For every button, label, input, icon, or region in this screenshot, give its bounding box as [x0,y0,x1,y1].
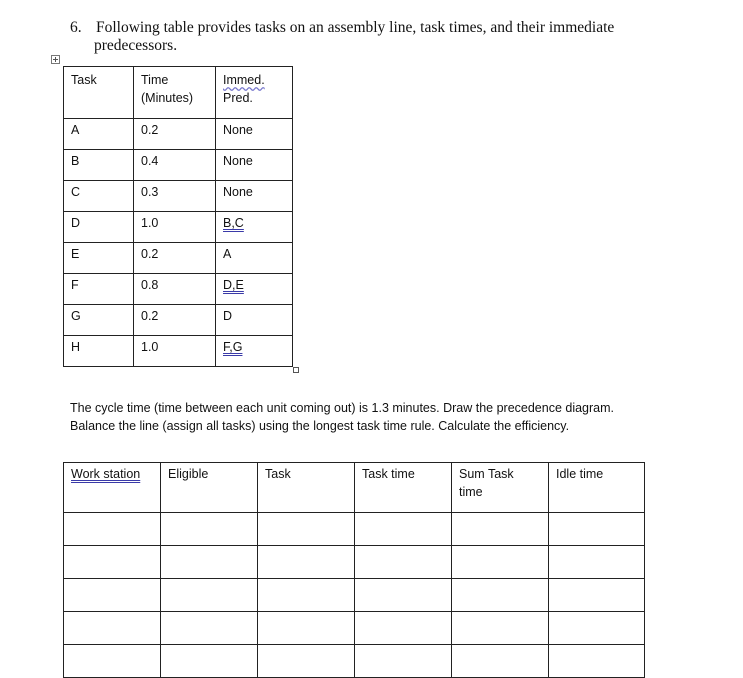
table-row [64,612,645,645]
table-row [64,305,293,336]
task-table[interactable] [63,66,293,367]
header-task[interactable]: Task [64,67,134,119]
cell-time[interactable]: 0.8 [134,274,216,305]
cell-time[interactable]: 0.3 [134,181,216,212]
empty-cell[interactable] [64,612,161,645]
cell-task[interactable]: D [64,212,134,243]
table-row [64,336,293,367]
empty-cell[interactable] [161,579,258,612]
table-move-handle-icon[interactable] [51,55,60,64]
header-idle-time[interactable]: Idle time [549,463,645,513]
cell-pred[interactable]: D [216,305,293,336]
question-line-1 [70,19,670,37]
empty-cell[interactable] [258,546,355,579]
table-resize-handle-icon[interactable] [293,367,299,373]
task-table-header-row [64,67,293,119]
empty-cell[interactable] [549,579,645,612]
cell-pred[interactable]: A [216,243,293,274]
empty-cell[interactable] [258,513,355,546]
empty-cell[interactable] [549,645,645,678]
cell-task[interactable]: G [64,305,134,336]
header-pred-line-1: Immed. [223,73,265,87]
cell-task[interactable]: F [64,274,134,305]
empty-cell[interactable] [64,579,161,612]
header-immed-pred[interactable] [216,67,293,119]
empty-cell[interactable] [161,645,258,678]
cell-pred[interactable]: None [216,119,293,150]
table-row [64,579,645,612]
cell-task[interactable]: C [64,181,134,212]
empty-cell[interactable] [549,612,645,645]
empty-cell[interactable] [355,546,452,579]
empty-cell[interactable] [161,612,258,645]
cell-time[interactable]: 0.2 [134,305,216,336]
cell-task[interactable]: H [64,336,134,367]
question-6 [70,19,670,55]
empty-cell[interactable] [161,546,258,579]
empty-cell[interactable] [452,579,549,612]
cell-pred[interactable]: None [216,150,293,181]
instruction-paragraph: The cycle time (time between each unit coming out) is 1.3 minutes. Draw the precedence diagram. Balance the line (assign all tasks) using the longest task time rule. Calculate the efficiency. [70,401,615,433]
cell-pred[interactable]: None [216,181,293,212]
empty-cell[interactable] [549,546,645,579]
cell-pred-text: D,E [223,278,244,292]
cell-task[interactable]: B [64,150,134,181]
header-eligible[interactable]: Eligible [161,463,258,513]
cell-time[interactable]: 0.4 [134,150,216,181]
cell-time[interactable]: 1.0 [134,336,216,367]
header-sum-line-1: Sum Task [459,467,514,481]
cell-time[interactable]: 0.2 [134,119,216,150]
header-time-line-2: (Minutes) [141,91,194,105]
empty-cell[interactable] [355,513,452,546]
cell-time[interactable]: 0.2 [134,243,216,274]
cell-pred[interactable] [216,274,293,305]
cell-pred[interactable] [216,336,293,367]
balance-table-header-row [64,463,645,513]
line-balance-table[interactable] [63,462,645,678]
question-text-line-1: Following table provides tasks on an assembly line, task times, and their immediate [96,19,615,36]
header-sum-task-time[interactable] [452,463,549,513]
empty-cell[interactable] [64,645,161,678]
empty-cell[interactable] [355,612,452,645]
table-row [64,181,293,212]
empty-cell[interactable] [355,579,452,612]
cell-task[interactable]: A [64,119,134,150]
cell-pred[interactable] [216,212,293,243]
header-work-station[interactable] [64,463,161,513]
table-row [64,150,293,181]
empty-cell[interactable] [452,546,549,579]
header-time-line-1: Time [141,73,169,87]
header-work-station-text: Work station [71,467,141,481]
empty-cell[interactable] [258,645,355,678]
empty-cell[interactable] [452,513,549,546]
empty-cell[interactable] [64,546,161,579]
question-text-line-2: predecessors. [94,37,178,54]
header-task[interactable]: Task [258,463,355,513]
header-time[interactable] [134,67,216,119]
cell-time[interactable]: 1.0 [134,212,216,243]
header-pred-line-2: Pred. [223,91,253,105]
cell-pred-text: B,C [223,216,244,230]
empty-cell[interactable] [258,579,355,612]
empty-cell[interactable] [452,612,549,645]
empty-cell[interactable] [64,513,161,546]
empty-cell[interactable] [549,513,645,546]
table-row [64,212,293,243]
empty-cell[interactable] [355,645,452,678]
question-number: 6. [70,19,82,36]
table-row [64,119,293,150]
table-row [64,546,645,579]
table-row [64,513,645,546]
table-row [64,243,293,274]
cell-pred-text: F,G [223,340,243,354]
table-row [64,645,645,678]
header-sum-line-2: time [459,485,483,499]
empty-cell[interactable] [452,645,549,678]
empty-cell[interactable] [161,513,258,546]
cell-task[interactable]: E [64,243,134,274]
empty-cell[interactable] [258,612,355,645]
table-row [64,274,293,305]
header-task-time[interactable]: Task time [355,463,452,513]
